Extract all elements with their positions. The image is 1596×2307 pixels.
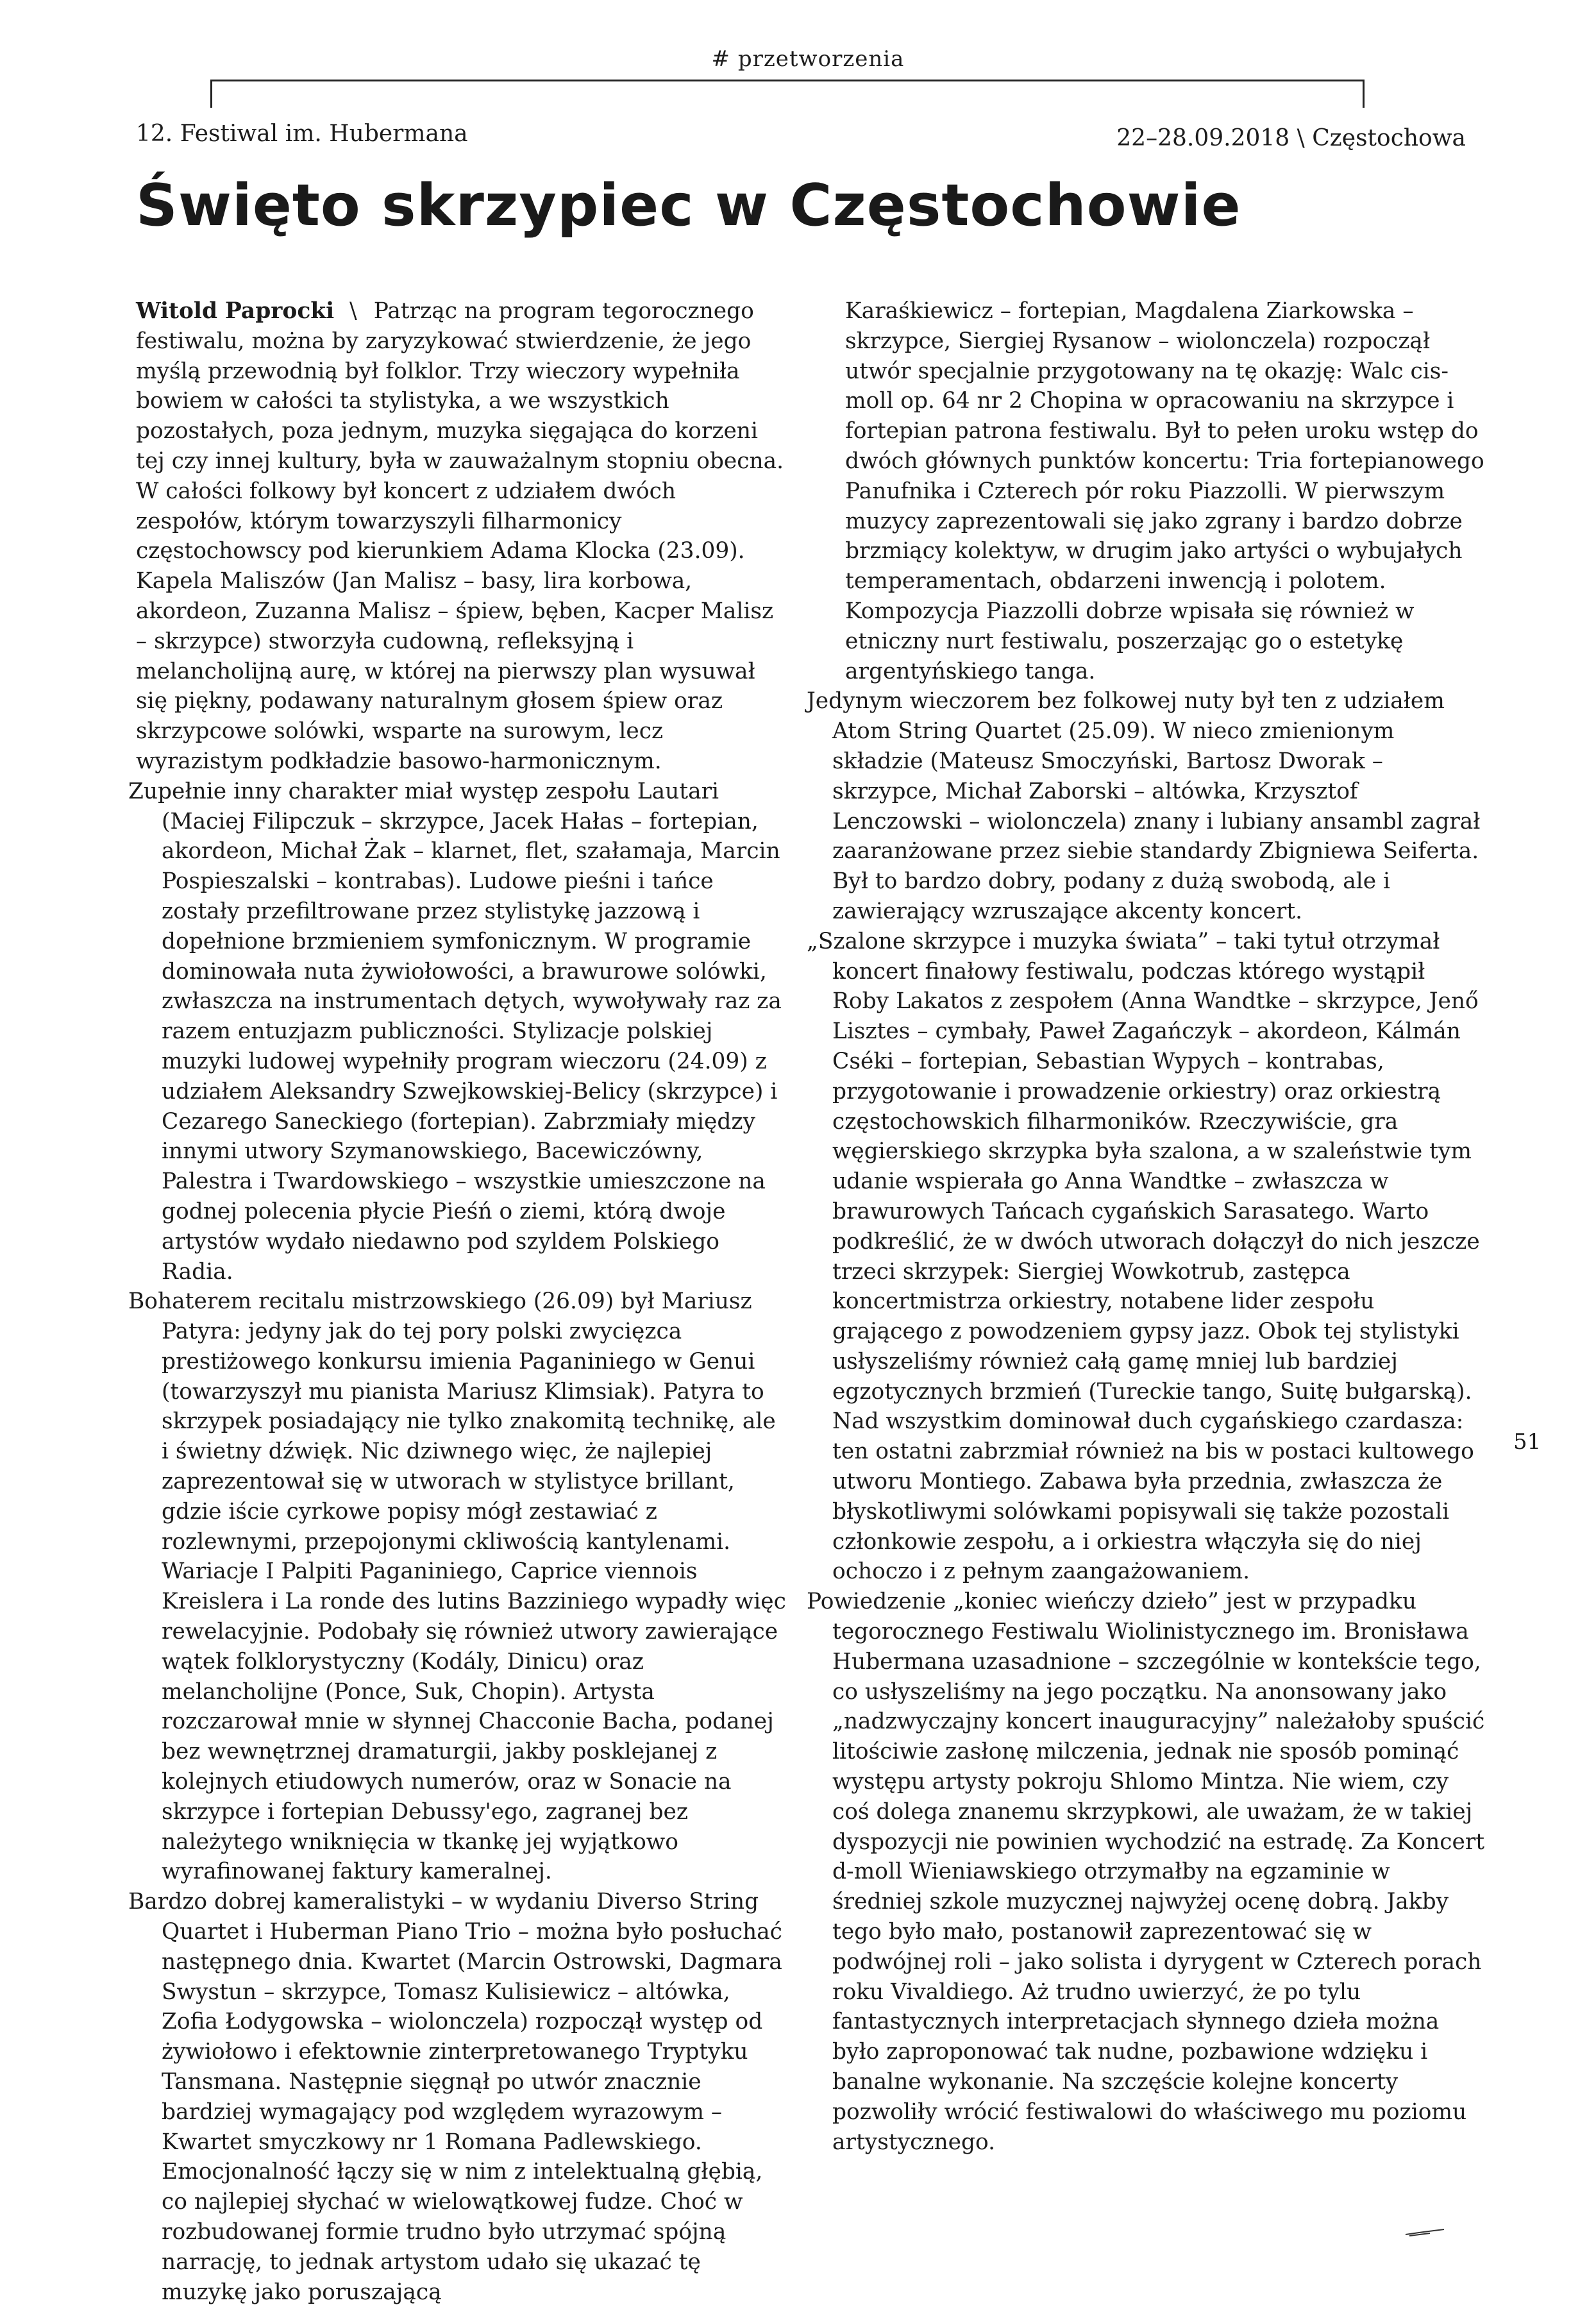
article-paragraph: Zupełnie inny charakter miał występ zespołu Lautari (Maciej Filipczuk – skrzypce, Jacek Hałas – fortepian, akordeon, Michał Żak – klarnet, flet, szałamaja, Marcin Pospieszalski – kontrabas). Ludowe pieśni i tańce zostały przefiltrowane przez stylistykę jazzową i dopełnione brzmieniem symfonicznym. W programie dominowała nuta żywiołowości, a brawurowe solówki, zwłaszcza na instrumentach dętych, wywoływały raz za razem entuzjazm publiczności. Stylizacje polskiej muzyki ludowej wypełniły program wieczoru (24.09) z udziałem Aleksandry Szwejkowskiej-Belicy (skrzypce) i Cezarego Saneckiego (fortepian). Zabrzmiały między innymi utwory Szymanowskiego, Bacewiczówny, Palestra i Twardowskiego – wszystkie umieszczone na godnej polecenia płycie Pieśń o ziemi, którą dwoje artystów wydało niedawno pod szyldem Polskiego Radia. bbox=[128, 778, 782, 1285]
end-of-article-mark bbox=[1404, 2226, 1445, 2238]
header-rule bbox=[210, 80, 1365, 81]
article-author: Witold Paprocki bbox=[136, 298, 335, 324]
article-paragraph: Bardzo dobrej kameralistyki – w wydaniu Diverso String Quartet i Huberman Piano Trio – można było posłuchać następnego dnia. Kwartet (Marcin Ostrowski, Dagmara Swystun – skrzypce, Tomasz Kulisiewicz – altówka, Zofia Łodygowska – wiolonczela) rozpoczął występ od żywiołowo i efektownie zinterpretowanego Tryptyku Tansmana. Następnie sięgnął po utwór znacznie bardziej wymagający pod względem wyrazowym – Kwartet smyczkowy nr 1 Romana Padlewskiego. Emocjonalność łączy się w nim z intelektualną głębią, co najlepiej słychać w wielowątkowej fudze. Choć w rozbudowanej formie trudno było utrzymać spójną narrację, to jednak artystom udało się ukazać tę muzykę jako poruszającą bbox=[128, 1889, 782, 2305]
date-separator: \ bbox=[1297, 125, 1305, 151]
festival-date: 22–28.09.2018 bbox=[1116, 125, 1290, 151]
paragraph-text: Patrząc na program tegorocznego festiwalu, można by zaryzykować stwierdzenie, że jego myślą przewodnią był folklor. Trzy wieczory wypełniła bowiem w całości ta stylistyka, a we wszystkich pozostałych, poza jednym, muzyka sięgająca do korzeni tej czy innej kultury, była w zauważalnym stopniu obecna. W całości folkowy był koncert z udziałem dwóch zespołów, którym towarzyszyli filharmonicy częstochowscy pod kierunkiem Adama Klocka (23.09). Kapela Maliszów (Jan Malisz – basy, lira korbowa, akordeon, Zuzanna Malisz – śpiew, bęben, Kacper Malisz – skrzypce) stworzyła cudowną, refleksyjną i melancholijną aurę, w której na pierwszy plan wysuwał się piękny, podawany naturalnym głosem śpiew oraz skrzypcowe solówki, wsparte na surowym, lecz wyrazistym podkładzie basowo-harmonicznym. bbox=[136, 298, 784, 774]
article-paragraph: „Szalone skrzypce i muzyka świata” – taki tytuł otrzymał koncert finałowy festiwalu, podczas którego wystąpił Roby Lakatos z zespołem (Anna Wandtke – skrzypce, Jenő Lisztes – cymbały, Paweł Zagańczyk – akordeon, Kálmán Cséki – fortepian, Sebastian Wypych – kontrabas, przygotowanie i prowadzenie orkiestry) oraz orkiestrą częstochowskich filharmoników. Rzeczywiście, gra węgierskiego skrzypka była szalona, a w szaleństwie tym udanie wspierała go Anna Wandtke – zwłaszcza w brawurowych Tańcach cygańskich Sarasatego. Warto podkreślić, że w dwóch utworach dołączył do nich jeszcze trzeci skrzypek: Siergiej Wowkotrub, zastępca koncertmistrza orkiestry, notabene lider zespołu grającego z powodzeniem gypsy jazz. Obok tej stylistyki usłyszeliśmy również całą gamę mniej lub bardziej egzotycznych brzmień (Tureckie tango, Suitę bułgarską). Nad wszystkim dominował duch cygańskiego czardasza: ten ostatni zabrzmiał również na bis w postaci kultowego utworu Montiego. Zabawa była przednia, zwłaszcza że błyskotliwymi solówkami popisywali się także pozostali członkowie zespołu, a i orkiestra włączyła się do niej ochoczo i z pełnym zaangażowaniem. bbox=[807, 928, 1480, 1585]
article-right-column bbox=[807, 296, 1486, 2157]
article-paragraph: Bohaterem recitalu mistrzowskiego (26.09) był Mariusz Patyra: jedyny jak do tej pory polski zwycięzca prestiżowego konkursu imienia Paganiniego w Genui (towarzyszył mu pianista Mariusz Klimsiak). Patyra to skrzypek posiadający nie tylko znakomitą technikę, ale i świetny dźwięk. Nic dziwnego więc, że najlepiej zaprezentował się w utworach w stylistyce brillant, gdzie iście cyrkowe popisy mógł zestawiać z rozlewnymi, przepojonymi ckliwością kantylenami. Wariacje I Palpiti Paganiniego, Caprice viennois Kreislera i La ronde des lutins Bazziniego wypadły więc rewelacyjnie. Podobały się również utwory zawierające wątek folklorystyczny (Kodály, Dinicu) oraz melancholijne (Ponce, Suk, Chopin). Artysta rozczarował mnie w słynnej Chacconie Bacha, podanej bez wewnętrznej dramaturgii, jakby posklejanej z kolejnych etiudowych numerów, oraz w Sonacie na skrzypce i fortepian Debussy'ego, zagranej bez należytego wniknięcia w tkankę jej wyjątkowo wyrafinowanej faktury kameralnej. bbox=[128, 1289, 786, 1885]
festival-name: 12. Festiwal im. Hubermana bbox=[136, 121, 468, 147]
header-rule-left-tick bbox=[210, 80, 212, 108]
header-rule-right-tick bbox=[1363, 80, 1365, 108]
section-label: # przetworzenia bbox=[711, 46, 905, 72]
festival-date-place bbox=[1116, 125, 1466, 151]
article-left-column bbox=[128, 296, 789, 2307]
page-number: 51 bbox=[1513, 1429, 1541, 1455]
byline-separator: \ bbox=[349, 298, 357, 324]
article-paragraph bbox=[128, 296, 789, 777]
article-title: Święto skrzypiec w Częstochowie bbox=[136, 172, 1241, 239]
article-paragraph: Jedynym wieczorem bez folkowej nuty był ten z udziałem Atom String Quartet (25.09). W nieco zmienionym składzie (Mateusz Smoczyński, Bartosz Dworak – skrzypce, Michał Zaborski – altówka, Krzysztof Lenczowski – wiolonczela) znany i lubiany ansambl zagrał zaaranżowane przez siebie standardy Zbigniewa Seiferta. Był to bardzo dobry, podany z dużą swobodą, ale i zawierający wzruszające akcenty koncert. bbox=[807, 688, 1481, 924]
festival-city: Częstochowa bbox=[1312, 125, 1466, 151]
article-paragraph: Karaśkiewicz – fortepian, Magdalena Ziarkowska – skrzypce, Siergiej Rysanow – wiolonczela) rozpoczął utwór specjalnie przygotowany na tę okazję: Walc cis-moll op. 64 nr 2 Chopina w opracowaniu na skrzypce i fortepian patrona festiwalu. Był to pełen uroku wstęp do dwóch głównych punktów koncertu: Tria fortepianowego Panufnika i Czterech pór roku Piazzolli. W pierwszym muzycy zaprezentowali się jako zgrany i bardzo dobrze brzmiący kolektyw, w drugim jako artyści o wybujałych temperamentach, obdarzeni inwencją i polotem. Kompozycja Piazzolli dobrze wpisała się również w etniczny nurt festiwalu, poszerzając go o estetykę argentyńskiego tanga. bbox=[845, 298, 1484, 684]
article-paragraph: Powiedzenie „koniec wieńczy dzieło” jest w przypadku tegorocznego Festiwalu Wiolinistycznego im. Bronisława Hubermana uzasadnione – szczególnie w kontekście tego, co usłyszeliśmy na jego początku. Na anonsowany jako „nadzwyczajny koncert inauguracyjny” należałoby spuścić litościwie zasłonę milczenia, jednak nie sposób pominąć występu artysty pokroju Shlomo Mintza. Nie wiem, czy coś dolega znanemu skrzypkowi, ale uważam, że w takiej dyspozycji nie powinien wychodzić na estradę. Za Koncert d-moll Wieniawskiego otrzymałby na egzaminie w średniej szkole muzycznej najwyżej ocenę dobrą. Jakby tego było mało, postanowił zaprezentować się w podwójnej roli – jako solista i dyrygent w Czterech porach roku Vivaldiego. Aż trudno uwierzyć, że po tylu fantastycznych interpretacjach słynnego dzieła można było zaproponować tak nudne, pozbawione wdzięku i banalne wykonanie. Na szczęście kolejne koncerty pozwoliły wrócić festiwalowi do właściwego mu poziomu artystycznego. bbox=[807, 1589, 1485, 2155]
